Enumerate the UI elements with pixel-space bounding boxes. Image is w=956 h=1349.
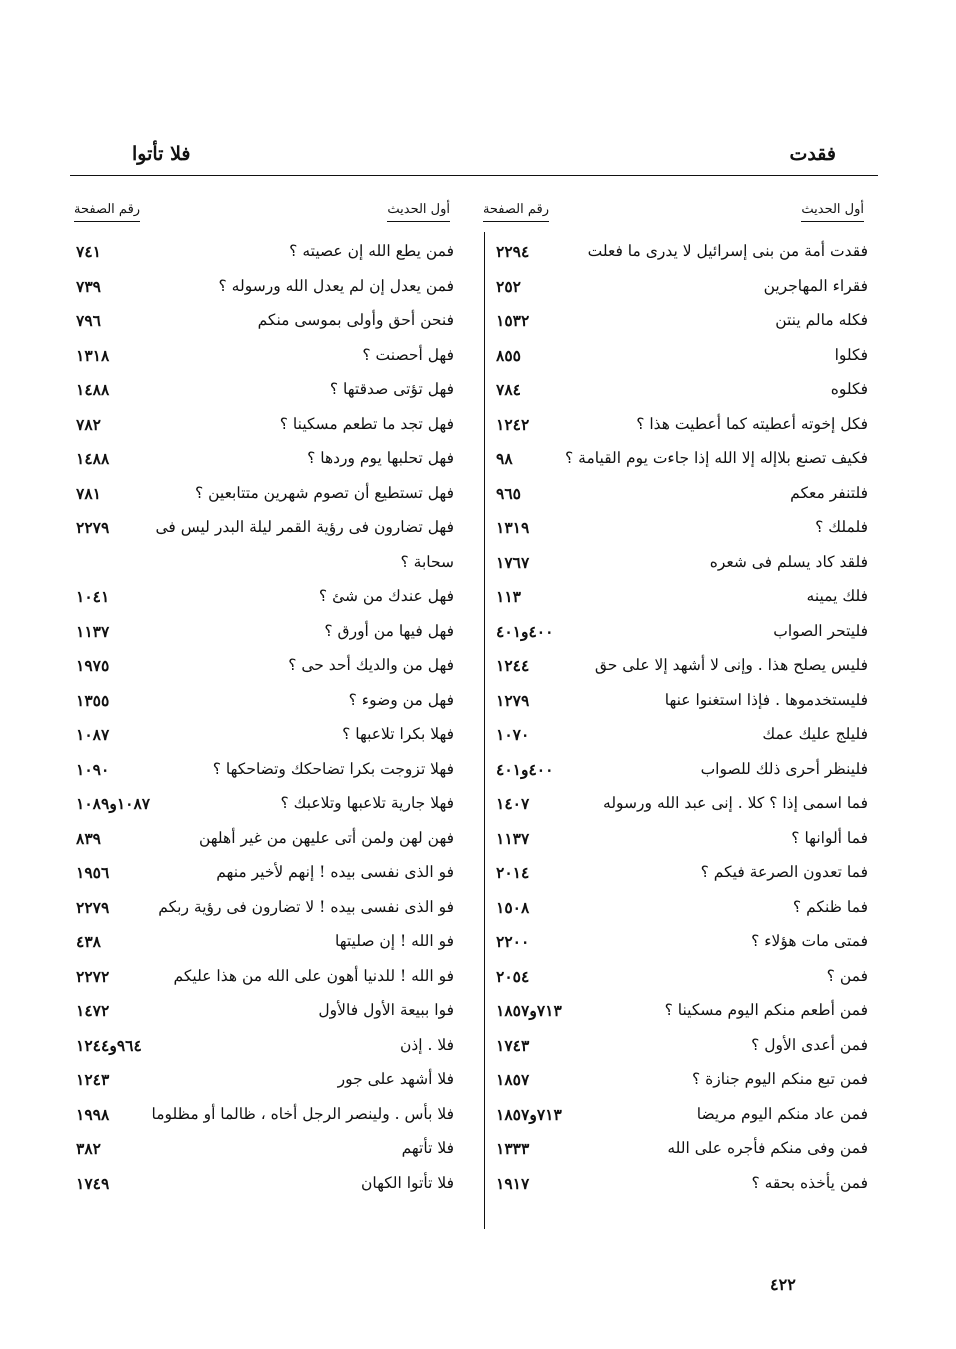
index-entry	[490, 758, 880, 793]
entry-text: فكله مالم ينتن	[775, 311, 868, 329]
entry-page-number: ٢٢٩٤	[496, 242, 530, 261]
entry-page-number: ١٢٤٣	[76, 1070, 110, 1089]
index-entry	[490, 654, 880, 689]
index-entry	[70, 861, 460, 896]
index-entry	[70, 654, 460, 689]
entry-text: فهل تضارون فى رؤية القمر ليلة البدر ليس فى	[155, 518, 454, 536]
entry-page-number: ٩٦٥	[496, 483, 521, 503]
left-column-entries	[70, 240, 460, 1206]
entry-text: فهل عندك من شئ ؟	[318, 587, 454, 605]
right-column-entries	[490, 240, 880, 1206]
index-entry	[70, 551, 460, 586]
entry-text: فهل من والديك أحد حى ؟	[288, 656, 454, 674]
index-entry	[70, 965, 460, 1000]
entry-page-number: ١٣٥٥	[76, 690, 110, 710]
entry-page-number: ١٢٧٩	[496, 690, 530, 710]
entry-text: فمن عاد منكم اليوم مريضا	[696, 1104, 868, 1123]
index-entry	[70, 723, 460, 758]
index-entry	[70, 275, 460, 310]
entry-text: فهل تجد ما تطعم مسكينا ؟	[279, 414, 454, 433]
entry-text: فما ظنكم ؟	[792, 897, 868, 916]
entry-text: فهلا بكرا تلاعبها ؟	[342, 725, 454, 743]
entry-text: فمتى مات هؤلاء ؟	[751, 932, 868, 950]
index-entry	[490, 551, 880, 586]
index-entry	[490, 896, 880, 931]
entry-header-label: أول الحديث	[801, 202, 864, 222]
index-entry	[490, 1068, 880, 1103]
entry-page-number: ٢٢٠٠	[496, 932, 530, 951]
entry-text: فقدت أمة من بنى إسرائيل لا يدرى ما فعلت	[587, 242, 868, 260]
entry-header-label: أول الحديث	[387, 202, 450, 222]
entry-page-number: ١٩٧٥	[76, 656, 110, 675]
entry-page-number: ٩٦٤و١٢٤٤	[76, 1035, 142, 1055]
index-entry	[70, 240, 460, 275]
entry-page-number: ١٤٠٧	[496, 794, 530, 813]
column-divider	[484, 232, 485, 1229]
entry-text: فما اسمى إذا ؟ كلا . إنى عبد الله ورسوله	[603, 794, 868, 812]
entry-text: فمن يطع الله إن عصيته ؟	[289, 242, 454, 260]
entry-page-number: ١٢٤٢	[496, 414, 530, 434]
index-entry	[70, 1137, 460, 1172]
entry-page-number: ٢٠٥٤	[496, 966, 530, 986]
entry-text: فو الذى نفسى بيده ! لا تضارون فى رؤية ربكم	[158, 897, 454, 916]
index-entry	[490, 1137, 880, 1172]
entry-text: فمن وفى منكم فأجره على الله	[667, 1139, 868, 1157]
entry-page-number: ١٩٥٦	[76, 863, 110, 882]
entry-text: فلملك ؟	[815, 518, 868, 536]
page-header-label: رقم الصفحة	[74, 202, 140, 222]
entry-page-number: ٧٨٢	[76, 414, 101, 434]
entry-text: فلينظر أحرى ذلك للصواب	[700, 759, 868, 778]
entry-page-number: ٧١٣و١٨٥٧	[496, 1104, 562, 1124]
entry-page-number: ٨٣٩	[76, 828, 101, 848]
entry-page-number: ١٤٨٨	[76, 449, 110, 468]
entry-page-number: ١٢٤٤	[496, 656, 530, 675]
entry-text: فلتنفر معكم	[790, 483, 868, 502]
entry-text: فلا . إذن	[399, 1035, 454, 1054]
index-entry	[70, 482, 460, 517]
entry-page-number: ١٧٦٧	[496, 552, 530, 572]
index-entry	[490, 792, 880, 827]
entry-page-number: ١٤٧٢	[76, 1001, 110, 1020]
entry-page-number: ١١٣٧	[76, 621, 110, 641]
entry-page-number: ٨٥٥	[496, 345, 521, 365]
index-entry	[70, 413, 460, 448]
entry-text: فمن أطعم منكم اليوم مسكينا ؟	[664, 1001, 868, 1019]
left-column-entry-header	[387, 202, 450, 222]
index-entry	[490, 827, 880, 862]
entry-text: فقراء المهاجرين	[763, 276, 868, 295]
index-entry	[490, 723, 880, 758]
entry-text: فليس يصلح هذا . وإنى لا أشهد إلا على حق	[594, 656, 868, 674]
index-entry	[490, 240, 880, 275]
entry-page-number: ٢٢٧٢	[76, 966, 110, 986]
index-entry	[70, 378, 460, 413]
entry-page-number: ١٧٤٣	[496, 1035, 530, 1055]
index-entry	[70, 930, 460, 965]
entry-text: فليلج عليك عمك	[762, 725, 868, 743]
entry-text: سحابة ؟	[400, 552, 454, 571]
entry-page-number: ١٥٠٨	[496, 897, 530, 917]
entry-page-number: ١٩١٧	[496, 1173, 530, 1193]
entry-page-number: ٢٢٧٩	[76, 518, 110, 537]
index-entry	[490, 620, 880, 655]
entry-text: فكلوه	[830, 380, 868, 398]
index-entry	[70, 792, 460, 827]
entry-text: فكل إخوته أعطيته كما أعطيت هذا ؟	[636, 414, 868, 433]
entry-page-number: ٣٨٢	[76, 1139, 101, 1158]
entry-text: فهن لهن ولمن أتى عليهن من غير أهلهن	[198, 828, 454, 847]
entry-page-number: ١٠٩٠	[76, 759, 110, 779]
left-column-page-header	[74, 202, 140, 222]
entry-page-number: ٧٨٤	[496, 380, 521, 399]
entry-text: فمن أعدى الأول ؟	[751, 1035, 868, 1054]
entry-text: فليستخدموها . فإذا استغنوا عنها	[664, 690, 868, 709]
entry-page-number: ٢٢٧٩	[76, 897, 110, 917]
entry-text: فو الله ! إن صليتها	[334, 932, 454, 950]
index-entry	[70, 689, 460, 724]
index-entry	[490, 585, 880, 620]
index-entry	[490, 930, 880, 965]
entry-text: فما تعدون الصرعة فيكم ؟	[700, 863, 868, 881]
entry-text: فلا تأتوا الكهان	[360, 1173, 454, 1192]
entry-page-number: ٢٠١٤	[496, 863, 530, 882]
entry-text: فمن تبع منكم اليوم جنازة ؟	[691, 1070, 868, 1088]
index-entry	[70, 896, 460, 931]
entry-page-number: ١٠٤١	[76, 587, 110, 606]
entry-page-number: ٤٠٠و٤٠١	[496, 621, 554, 641]
entry-page-number: ١٧٤٩	[76, 1173, 110, 1193]
entry-page-number: ١٤٨٨	[76, 380, 110, 399]
running-head-left: فلا تأتوا	[132, 143, 191, 165]
entry-text: فو الله ! للدنيا أهون على الله من هذا عليكم	[173, 966, 454, 985]
entry-page-number: ٧٤١	[76, 242, 101, 261]
entry-text: فهل تستطيع أن تصوم شهرين متتابعين ؟	[194, 483, 454, 502]
entry-text: فهلا جارية تلاعبها وتلاعبك ؟	[280, 794, 454, 812]
entry-page-number: ٧٣٩	[76, 276, 101, 296]
entry-page-number: ١٣٣٣	[496, 1139, 530, 1158]
header-rule	[70, 175, 878, 176]
entry-text: فلك يمينه	[806, 587, 868, 605]
entry-text: فو الذى نفسى بيده ! إنهم لأخير منهم	[216, 863, 454, 881]
entry-text: فلا بأس . ولينصر الرجل أخاه ، ظالما أو مظلوما	[151, 1104, 454, 1123]
index-entry	[70, 447, 460, 482]
entry-text: فهل فيها من أورق ؟	[324, 621, 454, 640]
entry-page-number: ٩٨	[496, 449, 513, 468]
running-head-right: فقدت	[789, 143, 836, 165]
right-column-entry-header	[801, 202, 864, 222]
entry-page-number: ٤٣٨	[76, 932, 101, 951]
index-entry	[490, 413, 880, 448]
entry-text: فما ألوانها ؟	[791, 828, 868, 847]
index-entry	[70, 1068, 460, 1103]
index-entry	[490, 378, 880, 413]
index-entry	[70, 620, 460, 655]
entry-page-number: ٤٠٠و٤٠١	[496, 759, 554, 779]
index-entry	[490, 1034, 880, 1069]
entry-page-number: ١٩٩٨	[76, 1104, 110, 1124]
index-entry	[490, 275, 880, 310]
entry-text: فهل تؤتى صدقتها ؟	[329, 380, 454, 398]
entry-text: فهلا تزوجت بكرا تضاحكك وتضاحكها ؟	[212, 759, 454, 778]
entry-page-number: ١٣١٨	[76, 345, 110, 365]
entry-text: فكلوا	[834, 345, 868, 364]
entry-text: فلا أشهد على جور	[337, 1070, 454, 1088]
entry-text: فلقد كاد يسلم فى شعره	[709, 552, 868, 571]
right-column-page-header	[483, 202, 549, 222]
entry-page-number: ١٥٣٢	[496, 311, 530, 330]
entry-text: فنحن أحق وأولى بموسى منكم	[257, 311, 454, 329]
entry-page-number: ٧١٣و١٨٥٧	[496, 1001, 562, 1020]
entry-text: فهل أحصنت ؟	[362, 345, 454, 364]
index-entry	[70, 585, 460, 620]
entry-text: فهل من وضوء ؟	[348, 690, 454, 709]
entry-page-number: ١٠٧٠	[496, 725, 530, 744]
entry-page-number: ٧٨١	[76, 483, 101, 503]
index-entry	[70, 516, 460, 551]
entry-page-number: ١١٣٧	[496, 828, 530, 848]
index-entry	[490, 516, 880, 551]
index-entry	[490, 309, 880, 344]
index-entry	[70, 827, 460, 862]
index-entry	[70, 999, 460, 1034]
entry-text: فمن يعدل إن لم يعدل الله ورسوله ؟	[218, 276, 454, 295]
index-entry	[490, 447, 880, 482]
index-entry	[490, 1103, 880, 1138]
index-entry	[70, 344, 460, 379]
index-entry	[490, 861, 880, 896]
entry-page-number: ١٣١٩	[496, 518, 530, 537]
index-entry	[70, 1103, 460, 1138]
entry-text: فليتحر الصواب	[773, 621, 868, 640]
entry-page-number: ١١٣	[496, 587, 521, 606]
entry-text: فكيف تصنع بلاإله إلا الله إذا جاءت يوم القيامة ؟	[565, 449, 868, 467]
entry-page-number: ١٠٨٧	[76, 725, 110, 744]
entry-page-number: ٢٥٢	[496, 276, 521, 296]
entry-text: فمن يأخذه بحقه ؟	[751, 1173, 868, 1192]
entry-page-number: ٧٩٦	[76, 311, 101, 330]
entry-page-number: ١٠٨٧و١٠٨٩	[76, 794, 151, 813]
index-entry	[70, 758, 460, 793]
entry-text: فوا ببيعة الأول فالأول	[318, 1001, 454, 1019]
index-entry	[490, 1172, 880, 1207]
page-header-label: رقم الصفحة	[483, 202, 549, 222]
index-entry	[490, 689, 880, 724]
index-entry	[490, 965, 880, 1000]
index-entry	[490, 482, 880, 517]
entry-page-number: ١٨٥٧	[496, 1070, 530, 1089]
index-entry	[490, 344, 880, 379]
index-entry	[70, 1172, 460, 1207]
index-entry	[70, 309, 460, 344]
index-entry	[490, 999, 880, 1034]
entry-text: فلا تأتهم	[401, 1139, 454, 1157]
entry-text: فهل تحلبها يوم وردها ؟	[307, 449, 454, 467]
index-entry	[70, 1034, 460, 1069]
entry-text: فمن ؟	[826, 966, 868, 985]
page-number: ٤٢٢	[770, 1275, 796, 1294]
